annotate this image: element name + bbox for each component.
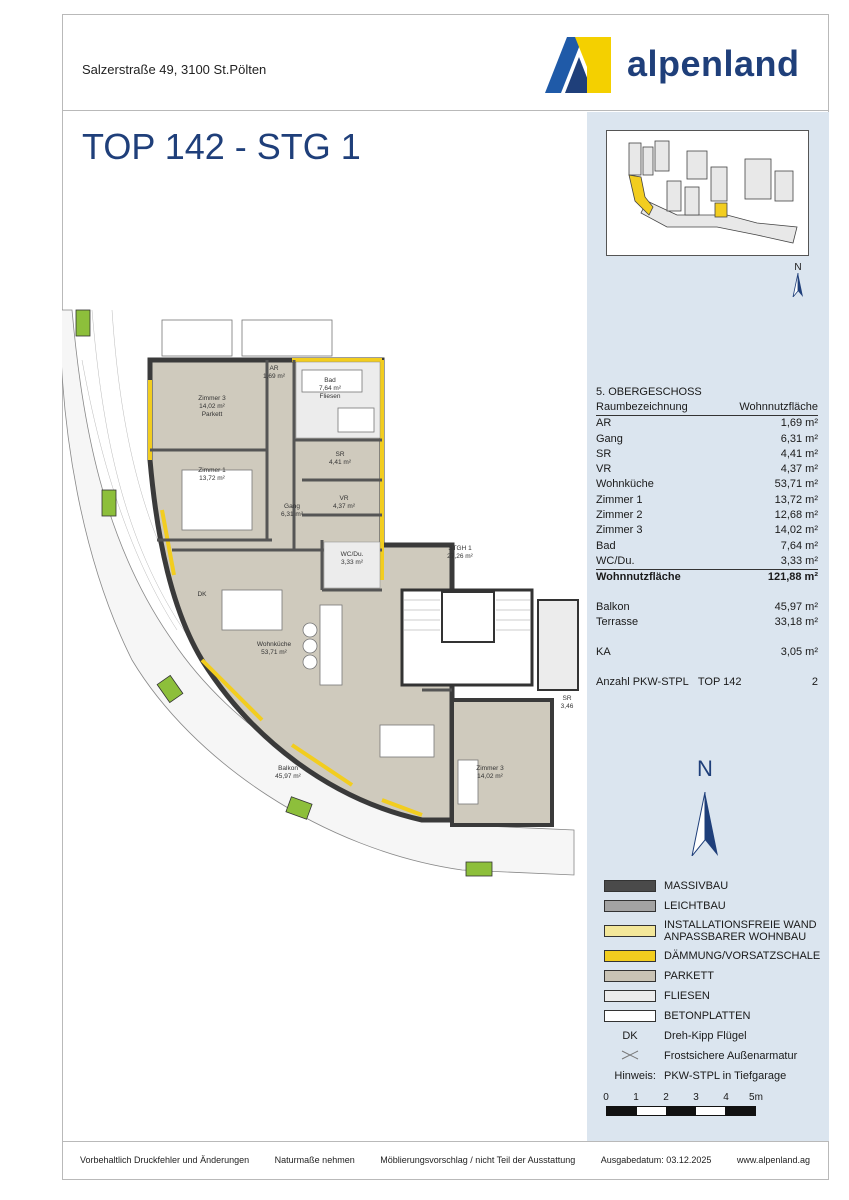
plan-label-zimmer1: Zimmer 1	[198, 467, 226, 474]
legend-item	[604, 1046, 824, 1066]
table-row	[596, 600, 818, 615]
plan-label-vr-area: 4,37 m²	[332, 503, 356, 510]
table-row	[596, 615, 818, 630]
plan-label-wohnkueche: Wohnküche	[256, 641, 292, 648]
north-indicator-large	[680, 756, 730, 861]
room-area: 7,64 m²	[780, 539, 818, 552]
legend-item	[604, 1006, 824, 1026]
floor-plan-drawing	[62, 300, 587, 900]
legend-swatch	[604, 990, 656, 1002]
room-name: SR	[596, 447, 612, 460]
table-row	[596, 539, 818, 554]
room-area: 4,37 m²	[780, 463, 818, 476]
parking-top: TOP 142	[697, 676, 742, 689]
table-row	[596, 523, 818, 538]
room-area: 13,72 m²	[774, 493, 818, 506]
footer-disclaimer: Vorbehaltlich Druckfehler und Änderungen	[80, 1155, 250, 1165]
room-name: Zimmer 2	[596, 509, 643, 522]
north-arrow-small-icon	[792, 273, 804, 297]
plan-label-gang-area: 6,31 m²	[280, 511, 304, 518]
plan-label-balkon: Balkon	[278, 765, 298, 772]
legend-label: LEICHTBAU	[664, 900, 726, 912]
plan-label-bad-area: 7,64 m²	[318, 385, 342, 392]
extra-name: Balkon	[596, 600, 630, 613]
scale-tick-label: 5m	[749, 1092, 763, 1103]
table-row	[596, 432, 818, 447]
legend-label: FLIESEN	[664, 990, 710, 1002]
frost-faucet-icon	[621, 1050, 639, 1060]
legend-label-2: ANPASSBARER WOHNBAU	[664, 931, 807, 943]
scale-tick-label: 3	[693, 1092, 699, 1103]
footer-measures: Naturmaße nehmen	[274, 1155, 355, 1165]
table-row	[596, 477, 818, 492]
legend-swatch	[604, 970, 656, 982]
ka-row	[596, 645, 818, 660]
room-area: 53,71 m²	[774, 478, 818, 491]
room-name: AR	[596, 417, 612, 430]
page-title: TOP 142 - STG 1	[82, 126, 361, 167]
scale-tick-label: 2	[663, 1092, 669, 1103]
room-name: Bad	[596, 539, 616, 552]
legend-swatch	[604, 950, 656, 962]
header-divider	[62, 110, 829, 111]
plan-label-zimmer3: Zimmer 3	[198, 395, 226, 402]
room-name: Wohnküche	[596, 478, 654, 491]
plan-label-srb: SR	[562, 695, 572, 702]
address-text: Salzerstraße 49, 3100 St.Pölten	[82, 62, 267, 77]
plan-label-parkett: Parkett	[201, 411, 223, 418]
total-row	[596, 569, 818, 585]
ka-label: KA	[596, 646, 611, 659]
plan-label-zimmer3b-area: 14,02 m²	[477, 773, 503, 780]
legend-swatch	[604, 900, 656, 912]
room-name: Zimmer 1	[596, 493, 643, 506]
parking-row	[596, 675, 818, 690]
total-value: 121,88 m²	[767, 571, 818, 584]
ka-value: 3,05 m²	[780, 646, 818, 659]
floor-plan	[62, 300, 587, 900]
plan-label-fliesen: Fliesen	[319, 393, 341, 400]
plan-label-dk: DK	[197, 591, 207, 598]
room-area: 12,68 m²	[774, 509, 818, 522]
plan-label-bad: Bad	[324, 377, 336, 384]
dk-symbol: DK	[622, 1030, 638, 1042]
north-indicator-small	[790, 262, 806, 300]
plan-label-balkon-area: 45,97 m²	[275, 773, 301, 780]
dk-label: Dreh-Kipp Flügel	[664, 1030, 747, 1042]
footer-date: Ausgabedatum: 03.12.2025	[600, 1155, 712, 1165]
legend-item	[604, 1026, 824, 1046]
hint-label: Hinweis:	[614, 1070, 656, 1082]
legend-swatch	[604, 880, 656, 892]
plan-label-zimmer3b: Zimmer 3	[476, 765, 504, 772]
plan-label-wcdu: WC/Du.	[340, 551, 364, 558]
col-room-header: Raumbezeichnung	[596, 401, 688, 413]
plan-label-gang: Gang	[284, 503, 300, 510]
table-row	[596, 554, 818, 569]
plan-label-zimmer1-area: 13,72 m²	[199, 475, 225, 482]
north-small-letter: N	[794, 262, 802, 273]
frost-label: Frostsichere Außenarmatur	[664, 1050, 798, 1062]
legend	[604, 876, 824, 1086]
room-area: 6,31 m²	[780, 432, 818, 445]
scale-tick-label: 0	[603, 1092, 609, 1103]
room-area: 14,02 m²	[774, 524, 818, 537]
legend-label: PARKETT	[664, 970, 714, 982]
area-table-header	[596, 400, 818, 416]
plan-label-sr-area: 4,41 m²	[328, 459, 352, 466]
scale-bar-segments	[606, 1106, 756, 1116]
table-row	[596, 416, 818, 431]
plan-label-ar-area: 1,69 m²	[262, 373, 286, 380]
room-name: WC/Du.	[596, 554, 635, 567]
legend-item	[604, 896, 824, 916]
plan-label-ar: AR	[269, 365, 279, 372]
key-plan-drawing	[607, 131, 808, 255]
legend-item	[604, 916, 824, 946]
extra-name: Terrasse	[596, 615, 639, 628]
plan-label-wcdu-area: 3,33 m²	[340, 559, 364, 566]
legend-item	[604, 986, 824, 1006]
room-area: 3,33 m²	[780, 554, 818, 567]
plan-label-zimmer3-area: 14,02 m²	[199, 403, 225, 410]
legend-label: BETONPLATTEN	[664, 1010, 751, 1022]
key-plan	[606, 130, 809, 256]
room-name: VR	[596, 463, 612, 476]
footer-furniture: Möblierungsvorschlag / nicht Teil der Ausstattung	[380, 1155, 576, 1165]
legend-swatch	[604, 925, 656, 937]
legend-item	[604, 946, 824, 966]
scale-bar	[603, 1092, 763, 1116]
scale-tick-label: 1	[633, 1092, 639, 1103]
room-area: 4,41 m²	[780, 447, 818, 460]
alpenland-logo-icon	[545, 37, 613, 93]
plan-label-srb-area: 3,46	[560, 703, 574, 710]
logo-wordmark: alpenland	[627, 43, 800, 84]
room-name: Zimmer 3	[596, 524, 643, 537]
legend-item	[604, 966, 824, 986]
plan-label-vr: VR	[339, 495, 349, 502]
table-row	[596, 462, 818, 477]
room-name: Gang	[596, 432, 623, 445]
extra-area: 45,97 m²	[774, 600, 818, 613]
legend-label: INSTALLATIONSFREIE WAND	[664, 919, 817, 931]
north-large-letter: N	[697, 756, 713, 781]
alpenland-logo	[545, 37, 815, 95]
hint-text: PKW-STPL in Tiefgarage	[664, 1070, 787, 1082]
table-row	[596, 493, 818, 508]
plan-label-stgh-area: 27,26 m²	[447, 553, 473, 560]
plan-label-stgh: STGH 1	[448, 545, 472, 552]
plan-label-wohnkueche-area: 53,71 m²	[261, 649, 287, 656]
footer-divider	[62, 1141, 829, 1142]
legend-item	[604, 1066, 824, 1086]
plan-label-sr: SR	[335, 451, 345, 458]
footer	[80, 1155, 810, 1165]
extra-area: 33,18 m²	[774, 615, 818, 628]
parking-label: Anzahl PKW-STPL	[596, 676, 689, 689]
table-row	[596, 447, 818, 462]
scale-tick-label: 4	[723, 1092, 729, 1103]
table-row	[596, 508, 818, 523]
total-label: Wohnnutzfläche	[596, 571, 681, 584]
legend-swatch	[604, 1010, 656, 1022]
col-area-header: Wohnnutzfläche	[739, 401, 818, 413]
legend-item	[604, 876, 824, 896]
north-arrow-large-icon	[690, 792, 720, 856]
legend-label: MASSIVBAU	[664, 880, 729, 892]
room-area: 1,69 m²	[780, 417, 818, 430]
area-table	[596, 385, 818, 691]
parking-value: 2	[811, 676, 818, 689]
footer-website[interactable]: www.alpenland.ag	[736, 1155, 810, 1165]
legend-label: DÄMMUNG/VORSATZSCHALE	[664, 950, 821, 962]
floor-label: 5. OBERGESCHOSS	[596, 386, 702, 398]
